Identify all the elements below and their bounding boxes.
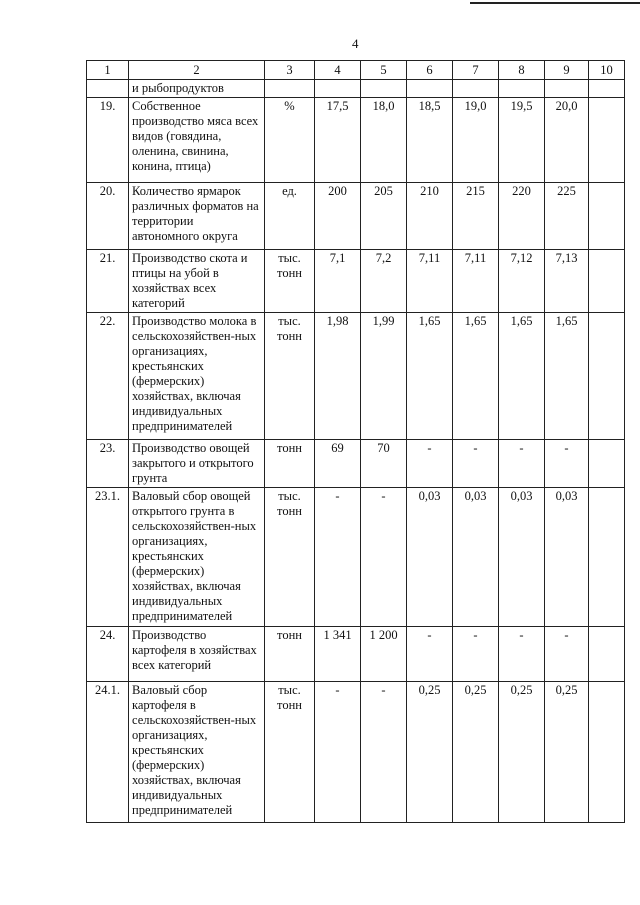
row-number: 20. <box>87 183 129 250</box>
value-cell: 1,65 <box>545 313 589 440</box>
table-header-row <box>87 61 625 80</box>
value-cell: 17,5 <box>315 98 361 183</box>
page-number: 4 <box>352 36 359 51</box>
unit-cell: тонн <box>265 440 315 488</box>
row-number: 23. <box>87 440 129 488</box>
indicator-name: Производство скота и птицы на убой в хозяйствах всех категорий <box>129 250 265 313</box>
value-cell: - <box>499 627 545 682</box>
row-number: 19. <box>87 98 129 183</box>
value-cell: 0,25 <box>407 682 453 823</box>
value-cell <box>589 627 625 682</box>
indicator-name: Производство картофеля в хозяйствах всех категорий <box>129 627 265 682</box>
unit-cell: тыс. тонн <box>265 682 315 823</box>
indicator-name: Производство овощей закрытого и открытого грунта <box>129 440 265 488</box>
indicator-name: и рыбопродуктов <box>129 80 265 98</box>
table-row <box>87 183 625 250</box>
value-cell: 0,03 <box>453 488 499 627</box>
value-cell <box>499 80 545 98</box>
value-cell: - <box>361 488 407 627</box>
unit-cell: ед. <box>265 183 315 250</box>
column-header: 3 <box>265 61 315 80</box>
value-cell <box>589 80 625 98</box>
value-cell <box>589 250 625 313</box>
value-cell: 18,0 <box>361 98 407 183</box>
value-cell <box>589 98 625 183</box>
table-row <box>87 250 625 313</box>
value-cell: 69 <box>315 440 361 488</box>
value-cell <box>545 80 589 98</box>
indicator-name: Собственное производство мяса всех видов (говядина, оленина, свинина, конина, птица) <box>129 98 265 183</box>
value-cell: 7,11 <box>407 250 453 313</box>
value-cell: 1,65 <box>499 313 545 440</box>
table-row <box>87 98 625 183</box>
row-number: 23.1. <box>87 488 129 627</box>
value-cell: 1,65 <box>453 313 499 440</box>
value-cell <box>589 440 625 488</box>
value-cell: - <box>545 627 589 682</box>
value-cell <box>589 488 625 627</box>
value-cell: 7,11 <box>453 250 499 313</box>
value-cell: 225 <box>545 183 589 250</box>
value-cell: 7,12 <box>499 250 545 313</box>
value-cell: 70 <box>361 440 407 488</box>
table-row <box>87 80 625 98</box>
row-number: 21. <box>87 250 129 313</box>
unit-cell: % <box>265 98 315 183</box>
value-cell <box>315 80 361 98</box>
value-cell <box>589 682 625 823</box>
indicator-name: Производство молока в сельскохозяйствен-ных организациях, крестьянских (фермерских) хозяйствах, включая индивидуальных предпринимателей <box>129 313 265 440</box>
value-cell: - <box>315 682 361 823</box>
value-cell: - <box>499 440 545 488</box>
value-cell: 0,03 <box>407 488 453 627</box>
value-cell: 1,65 <box>407 313 453 440</box>
column-header: 9 <box>545 61 589 80</box>
indicator-name: Количество ярмарок различных форматов на территории автономного округа <box>129 183 265 250</box>
table-row <box>87 313 625 440</box>
value-cell: - <box>315 488 361 627</box>
value-cell: 19,0 <box>453 98 499 183</box>
value-cell: - <box>361 682 407 823</box>
value-cell: 205 <box>361 183 407 250</box>
value-cell: 0,25 <box>453 682 499 823</box>
table-row <box>87 627 625 682</box>
unit-cell: тыс. тонн <box>265 250 315 313</box>
column-header: 1 <box>87 61 129 80</box>
value-cell: - <box>407 627 453 682</box>
value-cell: 0,25 <box>499 682 545 823</box>
row-number <box>87 80 129 98</box>
value-cell: 1 341 <box>315 627 361 682</box>
value-cell: 20,0 <box>545 98 589 183</box>
column-header: 6 <box>407 61 453 80</box>
row-number: 24. <box>87 627 129 682</box>
column-header: 4 <box>315 61 361 80</box>
value-cell <box>589 183 625 250</box>
indicator-name: Валовый сбор овощей открытого грунта в сельскохозяйствен-ных организациях, крестьянских (фермерских) хозяйствах, включая индивидуальных предпринимателей <box>129 488 265 627</box>
indicators-table <box>86 60 625 823</box>
row-number: 24.1. <box>87 682 129 823</box>
unit-cell: тонн <box>265 627 315 682</box>
column-header: 8 <box>499 61 545 80</box>
value-cell: - <box>407 440 453 488</box>
value-cell <box>589 313 625 440</box>
value-cell: - <box>453 627 499 682</box>
value-cell <box>407 80 453 98</box>
value-cell: 210 <box>407 183 453 250</box>
value-cell: 18,5 <box>407 98 453 183</box>
value-cell: 0,25 <box>545 682 589 823</box>
indicator-name: Валовый сбор картофеля в сельскохозяйствен-ных организациях, крестьянских (фермерских) хозяйствах, включая индивидуальных предпринимателей <box>129 682 265 823</box>
value-cell: 7,2 <box>361 250 407 313</box>
column-header: 2 <box>129 61 265 80</box>
unit-cell: тыс. тонн <box>265 488 315 627</box>
value-cell: 200 <box>315 183 361 250</box>
column-header: 7 <box>453 61 499 80</box>
top-rule-line <box>470 2 640 4</box>
value-cell: - <box>453 440 499 488</box>
table-row <box>87 488 625 627</box>
table-row <box>87 440 625 488</box>
value-cell <box>361 80 407 98</box>
column-header: 10 <box>589 61 625 80</box>
unit-cell: тыс. тонн <box>265 313 315 440</box>
value-cell <box>453 80 499 98</box>
unit-cell <box>265 80 315 98</box>
column-header: 5 <box>361 61 407 80</box>
value-cell: 1,98 <box>315 313 361 440</box>
table-row <box>87 682 625 823</box>
value-cell: 0,03 <box>545 488 589 627</box>
row-number: 22. <box>87 313 129 440</box>
value-cell: 1 200 <box>361 627 407 682</box>
value-cell: - <box>545 440 589 488</box>
value-cell: 7,13 <box>545 250 589 313</box>
value-cell: 7,1 <box>315 250 361 313</box>
value-cell: 1,99 <box>361 313 407 440</box>
value-cell: 19,5 <box>499 98 545 183</box>
value-cell: 220 <box>499 183 545 250</box>
value-cell: 0,03 <box>499 488 545 627</box>
value-cell: 215 <box>453 183 499 250</box>
